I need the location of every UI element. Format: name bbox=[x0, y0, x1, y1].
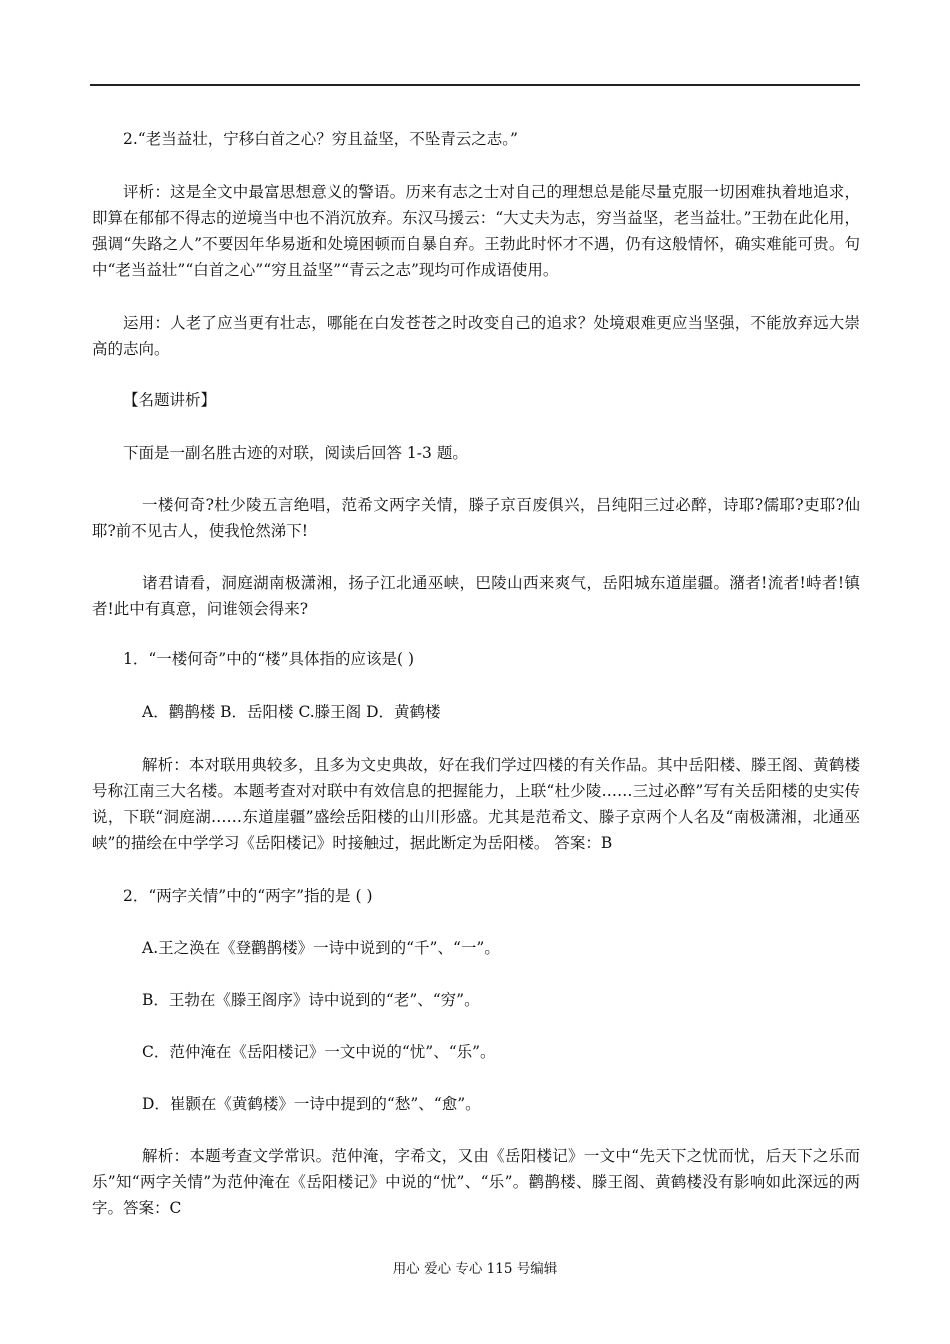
quote-usage: 运用：人老了应当更有壮志，哪能在白发苍苍之时改变自己的追求？处境艰难更应当坚强，不能放弃远大崇高的志向。 bbox=[92, 314, 860, 358]
quote-heading: 2.“老当益壮，宁移白首之心？穷且益坚，不坠青云之志。” bbox=[123, 130, 518, 148]
couplet-upper: 一楼何奇?杜少陵五言绝唱，范希文两字关情，滕子京百废俱兴，吕纯阳三过必醉，诗耶?儒耶?吏耶?仙耶?前不见古人，使我怆然涕下! bbox=[92, 496, 860, 540]
q2-option-c: C．范仲淹在《岳阳楼记》一文中说的“忧”、“乐”。 bbox=[142, 1043, 496, 1061]
q2-option-d: D．崔颢在《黄鹤楼》一诗中提到的“愁”、“愈”。 bbox=[142, 1095, 481, 1113]
q2-option-a: A.王之涣在《登鹳鹊楼》一诗中说到的“千”、“一”。 bbox=[142, 939, 500, 957]
q1-stem: 1．“一楼何奇”中的“楼”具体指的应该是( ) bbox=[123, 650, 415, 668]
couplet-lower: 诸君请看，洞庭湖南极潇湘，扬子江北通巫峡，巴陵山西来爽气，岳阳城东道崖疆。潴者!流者!峙者!镇者!此中有真意，问谁领会得来? bbox=[92, 574, 860, 618]
q2-option-b: B．王勃在《滕王阁序》诗中说到的“老”、“穷”。 bbox=[142, 991, 480, 1009]
page-footer: 用心 爱心 专心 115 号编辑 bbox=[392, 1261, 558, 1277]
section-title: 【名题讲析】 bbox=[123, 391, 217, 409]
q1-options: A．鹳鹊楼 B．岳阳楼 C.滕王阁 D．黄鹤楼 bbox=[142, 703, 441, 721]
q1-analysis: 解析：本对联用典较多，且多为文史典故，好在我们学过四楼的有关作品。其中岳阳楼、滕王阁、黄鹤楼号称江南三大名楼。本题考查对对联中有效信息的把握能力，上联“杜少陵……三过必醉”写有关岳阳楼的史实传说，下联“洞庭湖……东道崖疆”盛绘岳阳楼的山川形盛。尤其是范希文、滕子京两个人名及“南极潇湘，北通巫峡”的描绘在中学学习《岳阳楼记》时接触过，据此断定为岳阳楼。 答案：B bbox=[92, 756, 860, 852]
header-rule bbox=[90, 84, 860, 86]
q2-stem: 2．“两字关情”中的“两字”指的是 ( ) bbox=[123, 887, 373, 905]
quote-comment: 评析：这是全文中最富思想意义的警语。历来有志之士对自己的理想总是能尽量克服一切困难执着地追求，即算在郁郁不得志的逆境当中也不消沉放弃。东汉马援云：“大丈夫为志，穷当益坚，老当益壮。”王勃在此化用，强调“失路之人”不要因年华易逝和处境困顿而自暴自弃。王勃此时怀才不遇，仍有这般情怀，确实难能可贵。句中“老当益壮”“白首之心”“穷且益坚”“青云之志”现均可作成语使用。 bbox=[92, 183, 860, 279]
q2-analysis: 解析：本题考查文学常识。范仲淹，字希文，又由《岳阳楼记》一文中“先天下之忧而忧，后天下之乐而乐”知“两字关情”为范仲淹在《岳阳楼记》中说的“忧”、“乐”。鹳鹊楼、滕王阁、黄鹤楼没有影响如此深远的两字。答案：C bbox=[92, 1147, 860, 1217]
section-intro: 下面是一副名胜古迹的对联，阅读后回答 1-3 题。 bbox=[123, 444, 468, 462]
